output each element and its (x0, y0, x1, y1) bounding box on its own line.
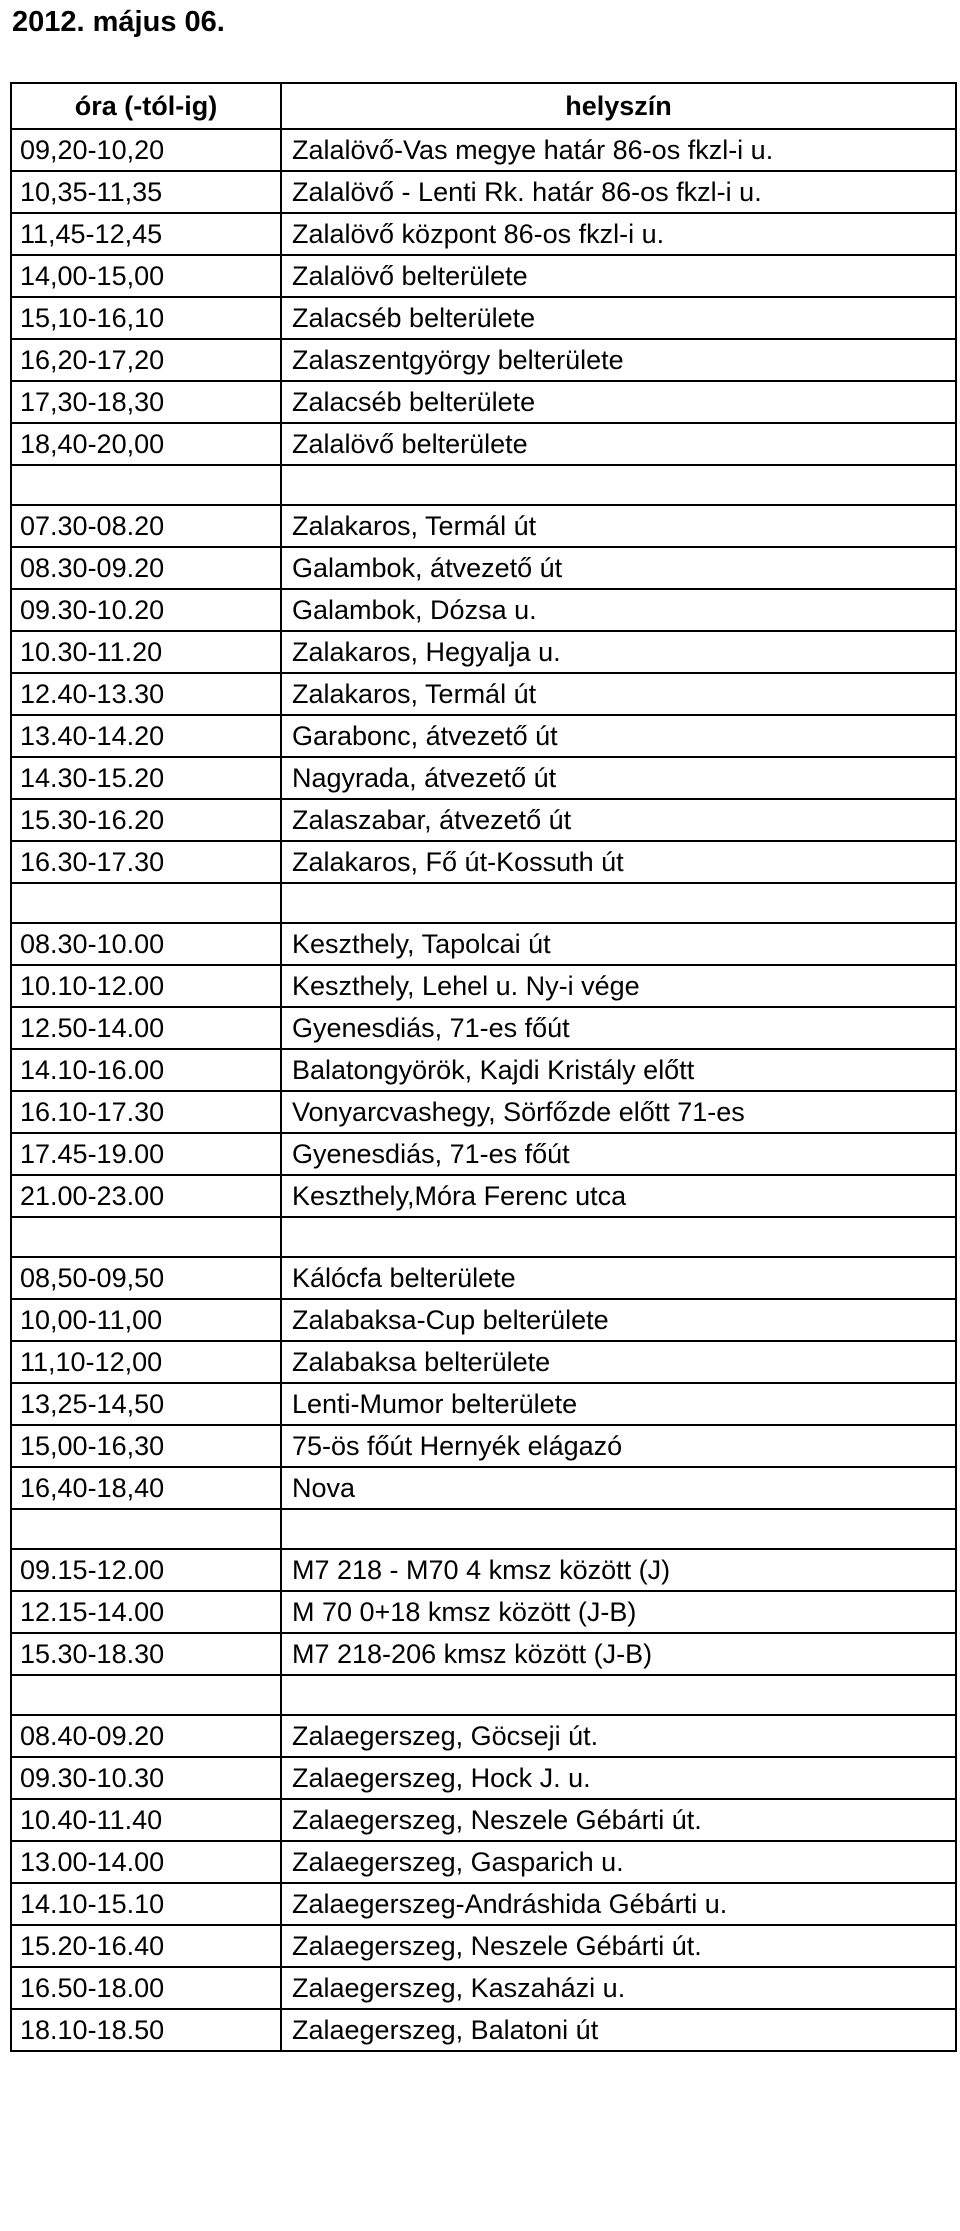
table-row (11, 423, 956, 465)
location-cell: Galambok, átvezető út (281, 547, 956, 589)
table-row (11, 1425, 956, 1467)
time-cell: 14.10-15.10 (11, 1883, 281, 1925)
table-row (11, 1091, 956, 1133)
table-row (11, 923, 956, 965)
location-cell: Keszthely, Lehel u. Ny-i vége (281, 965, 956, 1007)
table-row (11, 129, 956, 171)
time-cell: 11,10-12,00 (11, 1341, 281, 1383)
location-cell: M 70 0+18 kmsz között (J-B) (281, 1591, 956, 1633)
location-cell: Zalakaros, Termál út (281, 673, 956, 715)
location-cell: Balatongyörök, Kajdi Kristály előtt (281, 1049, 956, 1091)
location-cell: Zalalövő belterülete (281, 255, 956, 297)
table-row (11, 505, 956, 547)
time-cell: 16.50-18.00 (11, 1967, 281, 2009)
location-cell: Zalaszentgyörgy belterülete (281, 339, 956, 381)
time-cell: 08,50-09,50 (11, 1257, 281, 1299)
table-row (11, 631, 956, 673)
time-cell: 16,20-17,20 (11, 339, 281, 381)
location-cell: Zalakaros, Termál út (281, 505, 956, 547)
time-cell: 16.10-17.30 (11, 1091, 281, 1133)
location-cell: Zalalövő - Lenti Rk. határ 86-os fkzl-i u. (281, 171, 956, 213)
location-cell: 75-ös főút Hernyék elágazó (281, 1425, 956, 1467)
time-cell: 15.30-16.20 (11, 799, 281, 841)
table-row (11, 841, 956, 883)
location-cell: Galambok, Dózsa u. (281, 589, 956, 631)
time-cell: 12.40-13.30 (11, 673, 281, 715)
location-cell: Zalalövő-Vas megye határ 86-os fkzl-i u. (281, 129, 956, 171)
spacer-row (11, 883, 956, 923)
table-row (11, 213, 956, 255)
time-cell (11, 465, 281, 505)
time-cell: 08.40-09.20 (11, 1715, 281, 1757)
spacer-row (11, 1675, 956, 1715)
location-cell: Zalacséb belterülete (281, 297, 956, 339)
location-cell: Zalakaros, Hegyalja u. (281, 631, 956, 673)
time-cell: 10,35-11,35 (11, 171, 281, 213)
location-cell (281, 465, 956, 505)
schedule-table-body (11, 129, 956, 2051)
location-cell: Gyenesdiás, 71-es főút (281, 1007, 956, 1049)
location-cell: Zalabaksa-Cup belterülete (281, 1299, 956, 1341)
time-cell: 13.40-14.20 (11, 715, 281, 757)
time-cell: 15,00-16,30 (11, 1425, 281, 1467)
location-cell: Garabonc, átvezető út (281, 715, 956, 757)
spacer-row (11, 1217, 956, 1257)
location-cell: Vonyarcvashegy, Sörfőzde előtt 71-es (281, 1091, 956, 1133)
time-cell: 16,40-18,40 (11, 1467, 281, 1509)
table-row (11, 1467, 956, 1509)
time-cell (11, 1509, 281, 1549)
location-cell: Zalaegerszeg, Neszele Gébárti út. (281, 1799, 956, 1841)
time-cell: 12.50-14.00 (11, 1007, 281, 1049)
table-row (11, 1883, 956, 1925)
table-row (11, 1633, 956, 1675)
table-row (11, 2009, 956, 2051)
location-cell: Zalaszabar, átvezető út (281, 799, 956, 841)
table-row (11, 715, 956, 757)
location-cell (281, 1675, 956, 1715)
table-row (11, 1757, 956, 1799)
location-cell: Zalaegerszeg, Neszele Gébárti út. (281, 1925, 956, 1967)
time-cell: 09.15-12.00 (11, 1549, 281, 1591)
schedule-table-header (11, 83, 956, 129)
table-row (11, 1257, 956, 1299)
time-cell (11, 1217, 281, 1257)
location-cell: Zalaegerszeg, Balatoni út (281, 2009, 956, 2051)
location-cell: Zalaegerszeg, Gasparich u. (281, 1841, 956, 1883)
time-cell: 18.10-18.50 (11, 2009, 281, 2051)
location-cell: Kálócfa belterülete (281, 1257, 956, 1299)
table-row (11, 1383, 956, 1425)
table-row (11, 1341, 956, 1383)
time-cell: 09,20-10,20 (11, 129, 281, 171)
time-cell: 09.30-10.30 (11, 1757, 281, 1799)
time-cell (11, 1675, 281, 1715)
time-cell: 16.30-17.30 (11, 841, 281, 883)
location-cell: M7 218-206 kmsz között (J-B) (281, 1633, 956, 1675)
table-row (11, 547, 956, 589)
location-cell: Lenti-Mumor belterülete (281, 1383, 956, 1425)
location-cell: Zalacséb belterülete (281, 381, 956, 423)
table-row (11, 1299, 956, 1341)
location-cell: Zalaegerszeg, Kaszaházi u. (281, 1967, 956, 2009)
location-column-header: helyszín (281, 83, 956, 129)
table-row (11, 965, 956, 1007)
table-row (11, 757, 956, 799)
table-row (11, 799, 956, 841)
table-row (11, 171, 956, 213)
table-row (11, 589, 956, 631)
table-row (11, 1549, 956, 1591)
table-row (11, 673, 956, 715)
time-column-header: óra (-tól-ig) (11, 83, 281, 129)
location-cell: Keszthely, Tapolcai út (281, 923, 956, 965)
table-row (11, 1799, 956, 1841)
time-cell: 07.30-08.20 (11, 505, 281, 547)
location-cell: Zalakaros, Fő út-Kossuth út (281, 841, 956, 883)
time-cell: 17.45-19.00 (11, 1133, 281, 1175)
location-cell: Gyenesdiás, 71-es főút (281, 1133, 956, 1175)
table-row (11, 1133, 956, 1175)
time-cell: 14,00-15,00 (11, 255, 281, 297)
table-row (11, 1967, 956, 2009)
location-cell: Keszthely,Móra Ferenc utca (281, 1175, 956, 1217)
time-cell: 15.30-18.30 (11, 1633, 281, 1675)
location-cell (281, 883, 956, 923)
location-cell: Zalalövő központ 86-os fkzl-i u. (281, 213, 956, 255)
time-cell: 17,30-18,30 (11, 381, 281, 423)
location-cell: Zalaegerszeg, Hock J. u. (281, 1757, 956, 1799)
table-row (11, 297, 956, 339)
table-row (11, 339, 956, 381)
table-row (11, 1715, 956, 1757)
location-cell (281, 1509, 956, 1549)
time-cell: 13.00-14.00 (11, 1841, 281, 1883)
time-cell: 09.30-10.20 (11, 589, 281, 631)
spacer-row (11, 465, 956, 505)
location-cell: Nova (281, 1467, 956, 1509)
time-cell: 14.30-15.20 (11, 757, 281, 799)
time-cell: 18,40-20,00 (11, 423, 281, 465)
time-cell: 11,45-12,45 (11, 213, 281, 255)
table-row (11, 1925, 956, 1967)
header-row (11, 83, 956, 129)
table-row (11, 1591, 956, 1633)
time-cell: 08.30-10.00 (11, 923, 281, 965)
time-cell: 08.30-09.20 (11, 547, 281, 589)
time-cell: 10.40-11.40 (11, 1799, 281, 1841)
table-row (11, 1175, 956, 1217)
table-row (11, 1841, 956, 1883)
table-row (11, 381, 956, 423)
time-cell: 21.00-23.00 (11, 1175, 281, 1217)
schedule-table (10, 82, 957, 2052)
time-cell: 12.15-14.00 (11, 1591, 281, 1633)
location-cell: M7 218 - M70 4 kmsz között (J) (281, 1549, 956, 1591)
location-cell: Zalaegerszeg-Andráshida Gébárti u. (281, 1883, 956, 1925)
time-cell: 15.20-16.40 (11, 1925, 281, 1967)
time-cell: 13,25-14,50 (11, 1383, 281, 1425)
time-cell: 10.10-12.00 (11, 965, 281, 1007)
time-cell: 15,10-16,10 (11, 297, 281, 339)
spacer-row (11, 1509, 956, 1549)
time-cell: 10,00-11,00 (11, 1299, 281, 1341)
location-cell: Zalalövő belterülete (281, 423, 956, 465)
table-row (11, 255, 956, 297)
time-cell: 14.10-16.00 (11, 1049, 281, 1091)
time-cell (11, 883, 281, 923)
location-cell: Nagyrada, átvezető út (281, 757, 956, 799)
date-heading: 2012. május 06. (12, 6, 225, 38)
location-cell (281, 1217, 956, 1257)
table-row (11, 1049, 956, 1091)
table-row (11, 1007, 956, 1049)
time-cell: 10.30-11.20 (11, 631, 281, 673)
location-cell: Zalaegerszeg, Göcseji út. (281, 1715, 956, 1757)
location-cell: Zalabaksa belterülete (281, 1341, 956, 1383)
